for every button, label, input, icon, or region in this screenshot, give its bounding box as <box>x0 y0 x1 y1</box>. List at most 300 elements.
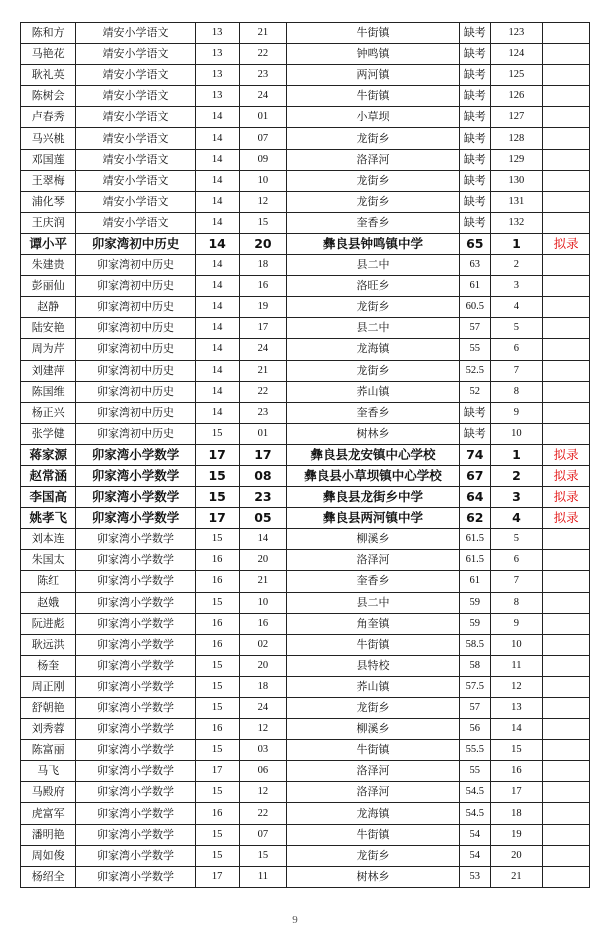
cell-room-number: 16 <box>195 803 239 824</box>
cell-score: 61.5 <box>459 529 490 550</box>
cell-room-number: 15 <box>195 465 239 486</box>
cell-room-number: 14 <box>195 128 239 149</box>
cell-room-number: 15 <box>195 592 239 613</box>
cell-subject: 靖安小学语文 <box>76 191 195 212</box>
cell-score: 58 <box>459 655 490 676</box>
cell-score: 62 <box>459 508 490 529</box>
cell-name: 王庆润 <box>21 212 76 233</box>
cell-school: 县二中 <box>287 318 460 339</box>
cell-rank: 124 <box>490 44 542 65</box>
cell-subject: 卯家湾初中历史 <box>76 276 195 297</box>
table-row <box>21 824 590 845</box>
cell-name: 刘本连 <box>21 529 76 550</box>
cell-score: 53 <box>459 866 490 887</box>
cell-seat-number: 16 <box>239 613 287 634</box>
cell-school: 彝良县小草坝镇中心学校 <box>287 465 460 486</box>
cell-score: 57 <box>459 698 490 719</box>
cell-subject: 卯家湾小学数学 <box>76 719 195 740</box>
table-row <box>21 444 590 465</box>
cell-subject: 卯家湾小学数学 <box>76 592 195 613</box>
cell-subject: 卯家湾小学数学 <box>76 698 195 719</box>
cell-room-number: 15 <box>195 655 239 676</box>
cell-subject: 卯家湾初中历史 <box>76 297 195 318</box>
cell-score: 缺考 <box>459 212 490 233</box>
cell-seat-number: 06 <box>239 761 287 782</box>
cell-school: 彝良县龙安镇中心学校 <box>287 444 460 465</box>
cell-seat-number: 19 <box>239 297 287 318</box>
table-row <box>21 676 590 697</box>
cell-name: 浦化琴 <box>21 191 76 212</box>
table-row <box>21 107 590 128</box>
cell-seat-number: 22 <box>239 381 287 402</box>
table-row <box>21 487 590 508</box>
table-row <box>21 465 590 486</box>
cell-rank: 129 <box>490 149 542 170</box>
cell-school: 角奎镇 <box>287 613 460 634</box>
cell-note <box>543 719 590 740</box>
cell-room-number: 14 <box>195 255 239 276</box>
cell-subject: 卯家湾小学数学 <box>76 613 195 634</box>
cell-note <box>543 255 590 276</box>
cell-school: 奎香乡 <box>287 212 460 233</box>
cell-school: 奎香乡 <box>287 571 460 592</box>
cell-name: 张学健 <box>21 423 76 444</box>
cell-subject: 靖安小学语文 <box>76 86 195 107</box>
cell-room-number: 14 <box>195 170 239 191</box>
cell-school: 龙街乡 <box>287 191 460 212</box>
cell-seat-number: 11 <box>239 866 287 887</box>
cell-score: 59 <box>459 592 490 613</box>
cell-seat-number: 21 <box>239 571 287 592</box>
cell-school: 彝良县龙街乡中学 <box>287 487 460 508</box>
cell-seat-number: 02 <box>239 634 287 655</box>
cell-score: 58.5 <box>459 634 490 655</box>
cell-school: 龙街乡 <box>287 297 460 318</box>
cell-note <box>543 550 590 571</box>
cell-room-number: 14 <box>195 318 239 339</box>
table-row <box>21 423 590 444</box>
cell-school: 县特校 <box>287 655 460 676</box>
cell-room-number: 14 <box>195 339 239 360</box>
cell-school: 牛街镇 <box>287 86 460 107</box>
cell-room-number: 16 <box>195 550 239 571</box>
table-row <box>21 149 590 170</box>
cell-school: 树林乡 <box>287 423 460 444</box>
cell-seat-number: 22 <box>239 803 287 824</box>
cell-score: 缺考 <box>459 149 490 170</box>
cell-rank: 123 <box>490 23 542 44</box>
page-number: 9 <box>292 914 298 926</box>
cell-school: 洛泽河 <box>287 782 460 803</box>
cell-seat-number: 18 <box>239 255 287 276</box>
cell-school: 牛街镇 <box>287 824 460 845</box>
cell-name: 杨奎 <box>21 655 76 676</box>
cell-seat-number: 09 <box>239 149 287 170</box>
cell-note: 拟录 <box>543 508 590 529</box>
table-row <box>21 655 590 676</box>
cell-seat-number: 22 <box>239 44 287 65</box>
table-row <box>21 381 590 402</box>
cell-room-number: 14 <box>195 149 239 170</box>
table-row <box>21 613 590 634</box>
cell-seat-number: 20 <box>239 233 287 254</box>
cell-score: 54.5 <box>459 782 490 803</box>
cell-seat-number: 18 <box>239 676 287 697</box>
cell-score: 54 <box>459 845 490 866</box>
cell-score: 缺考 <box>459 402 490 423</box>
cell-note <box>543 212 590 233</box>
cell-room-number: 14 <box>195 233 239 254</box>
cell-school: 洛泽河 <box>287 761 460 782</box>
table-row <box>21 339 590 360</box>
cell-name: 谭小平 <box>21 233 76 254</box>
table-row <box>21 550 590 571</box>
cell-score: 缺考 <box>459 423 490 444</box>
cell-score: 缺考 <box>459 170 490 191</box>
cell-seat-number: 21 <box>239 23 287 44</box>
cell-seat-number: 23 <box>239 487 287 508</box>
cell-subject: 卯家湾小学数学 <box>76 845 195 866</box>
cell-note <box>543 592 590 613</box>
cell-note <box>543 297 590 318</box>
cell-note <box>543 339 590 360</box>
cell-note <box>543 381 590 402</box>
cell-seat-number: 12 <box>239 719 287 740</box>
cell-rank: 20 <box>490 845 542 866</box>
cell-rank: 3 <box>490 487 542 508</box>
cell-seat-number: 23 <box>239 65 287 86</box>
cell-subject: 卯家湾初中历史 <box>76 381 195 402</box>
cell-rank: 126 <box>490 86 542 107</box>
cell-subject: 靖安小学语文 <box>76 65 195 86</box>
cell-school: 两河镇 <box>287 65 460 86</box>
cell-rank: 7 <box>490 360 542 381</box>
cell-rank: 6 <box>490 339 542 360</box>
cell-subject: 卯家湾小学数学 <box>76 508 195 529</box>
cell-name: 周如俊 <box>21 845 76 866</box>
cell-room-number: 15 <box>195 423 239 444</box>
cell-subject: 卯家湾初中历史 <box>76 360 195 381</box>
cell-room-number: 17 <box>195 444 239 465</box>
cell-note <box>543 149 590 170</box>
table-row <box>21 782 590 803</box>
cell-note <box>543 845 590 866</box>
cell-rank: 9 <box>490 402 542 423</box>
cell-name: 马飞 <box>21 761 76 782</box>
cell-room-number: 16 <box>195 613 239 634</box>
cell-subject: 卯家湾小学数学 <box>76 824 195 845</box>
cell-name: 姚孝飞 <box>21 508 76 529</box>
cell-room-number: 15 <box>195 845 239 866</box>
cell-seat-number: 12 <box>239 191 287 212</box>
cell-seat-number: 07 <box>239 128 287 149</box>
cell-rank: 4 <box>490 297 542 318</box>
cell-school: 钟鸣镇 <box>287 44 460 65</box>
cell-school: 龙海镇 <box>287 803 460 824</box>
cell-room-number: 14 <box>195 276 239 297</box>
cell-note <box>543 191 590 212</box>
cell-school: 县二中 <box>287 255 460 276</box>
cell-school: 牛街镇 <box>287 23 460 44</box>
cell-rank: 127 <box>490 107 542 128</box>
cell-score: 55.5 <box>459 740 490 761</box>
cell-name: 彭丽仙 <box>21 276 76 297</box>
cell-score: 缺考 <box>459 86 490 107</box>
cell-note <box>543 740 590 761</box>
cell-room-number: 16 <box>195 719 239 740</box>
cell-school: 龙街乡 <box>287 128 460 149</box>
cell-rank: 2 <box>490 465 542 486</box>
cell-seat-number: 12 <box>239 782 287 803</box>
cell-room-number: 15 <box>195 487 239 508</box>
table-row <box>21 360 590 381</box>
cell-name: 刘建萍 <box>21 360 76 381</box>
cell-note <box>543 23 590 44</box>
cell-rank: 11 <box>490 655 542 676</box>
cell-name: 陈红 <box>21 571 76 592</box>
table-row <box>21 761 590 782</box>
cell-seat-number: 01 <box>239 107 287 128</box>
cell-note <box>543 676 590 697</box>
cell-rank: 14 <box>490 719 542 740</box>
cell-score: 61 <box>459 571 490 592</box>
cell-school: 柳溪乡 <box>287 529 460 550</box>
cell-name: 杨正兴 <box>21 402 76 423</box>
cell-seat-number: 24 <box>239 698 287 719</box>
cell-score: 61 <box>459 276 490 297</box>
cell-score: 67 <box>459 465 490 486</box>
cell-score: 缺考 <box>459 191 490 212</box>
cell-school: 柳溪乡 <box>287 719 460 740</box>
cell-score: 61.5 <box>459 550 490 571</box>
cell-rank: 10 <box>490 423 542 444</box>
cell-subject: 靖安小学语文 <box>76 107 195 128</box>
table-row <box>21 44 590 65</box>
cell-name: 周正刚 <box>21 676 76 697</box>
table-row <box>21 255 590 276</box>
cell-room-number: 14 <box>195 381 239 402</box>
cell-room-number: 16 <box>195 634 239 655</box>
cell-score: 74 <box>459 444 490 465</box>
cell-school: 县二中 <box>287 592 460 613</box>
cell-school: 洛泽河 <box>287 149 460 170</box>
cell-score: 63 <box>459 255 490 276</box>
cell-note: 拟录 <box>543 444 590 465</box>
cell-score: 55 <box>459 339 490 360</box>
cell-name: 杨绍全 <box>21 866 76 887</box>
cell-room-number: 15 <box>195 676 239 697</box>
table-row <box>21 740 590 761</box>
cell-name: 潘明艳 <box>21 824 76 845</box>
cell-room-number: 13 <box>195 65 239 86</box>
cell-subject: 卯家湾小学数学 <box>76 529 195 550</box>
cell-room-number: 14 <box>195 360 239 381</box>
table-row <box>21 529 590 550</box>
cell-rank: 5 <box>490 318 542 339</box>
cell-note <box>543 360 590 381</box>
table-row <box>21 571 590 592</box>
cell-seat-number: 08 <box>239 465 287 486</box>
cell-note <box>543 803 590 824</box>
cell-room-number: 14 <box>195 402 239 423</box>
cell-room-number: 14 <box>195 212 239 233</box>
cell-subject: 靖安小学语文 <box>76 149 195 170</box>
cell-note <box>543 613 590 634</box>
cell-rank: 3 <box>490 276 542 297</box>
cell-room-number: 15 <box>195 698 239 719</box>
cell-score: 缺考 <box>459 65 490 86</box>
cell-room-number: 13 <box>195 44 239 65</box>
cell-rank: 13 <box>490 698 542 719</box>
cell-name: 耿远洪 <box>21 634 76 655</box>
cell-rank: 17 <box>490 782 542 803</box>
table-row <box>21 128 590 149</box>
cell-score: 52.5 <box>459 360 490 381</box>
cell-note <box>543 655 590 676</box>
cell-subject: 卯家湾小学数学 <box>76 676 195 697</box>
cell-subject: 卯家湾小学数学 <box>76 487 195 508</box>
table-row <box>21 866 590 887</box>
table-row <box>21 276 590 297</box>
cell-name: 虎富军 <box>21 803 76 824</box>
cell-room-number: 15 <box>195 824 239 845</box>
cell-room-number: 17 <box>195 508 239 529</box>
table-row <box>21 402 590 423</box>
cell-rank: 2 <box>490 255 542 276</box>
cell-subject: 卯家湾小学数学 <box>76 550 195 571</box>
cell-note <box>543 634 590 655</box>
cell-note <box>543 86 590 107</box>
table-row <box>21 170 590 191</box>
cell-rank: 12 <box>490 676 542 697</box>
cell-note: 拟录 <box>543 233 590 254</box>
cell-subject: 卯家湾初中历史 <box>76 339 195 360</box>
cell-school: 荞山镇 <box>287 676 460 697</box>
cell-room-number: 14 <box>195 107 239 128</box>
table-row <box>21 698 590 719</box>
cell-name: 蒋家源 <box>21 444 76 465</box>
table-row <box>21 508 590 529</box>
cell-name: 赵娥 <box>21 592 76 613</box>
cell-school: 龙街乡 <box>287 360 460 381</box>
cell-note <box>543 698 590 719</box>
cell-seat-number: 16 <box>239 276 287 297</box>
cell-score: 57 <box>459 318 490 339</box>
cell-score: 54.5 <box>459 803 490 824</box>
cell-subject: 靖安小学语文 <box>76 212 195 233</box>
cell-room-number: 14 <box>195 191 239 212</box>
table-row <box>21 803 590 824</box>
cell-subject: 卯家湾小学数学 <box>76 740 195 761</box>
cell-seat-number: 17 <box>239 318 287 339</box>
cell-rank: 15 <box>490 740 542 761</box>
cell-subject: 卯家湾小学数学 <box>76 803 195 824</box>
cell-school: 彝良县钟鸣镇中学 <box>287 233 460 254</box>
cell-note <box>543 318 590 339</box>
table-row <box>21 719 590 740</box>
cell-subject: 卯家湾小学数学 <box>76 655 195 676</box>
cell-school: 龙海镇 <box>287 339 460 360</box>
cell-subject: 卯家湾小学数学 <box>76 634 195 655</box>
cell-name: 陆安艳 <box>21 318 76 339</box>
results-table <box>20 22 590 888</box>
table-row <box>21 318 590 339</box>
cell-rank: 125 <box>490 65 542 86</box>
cell-rank: 131 <box>490 191 542 212</box>
cell-name: 舒朝艳 <box>21 698 76 719</box>
cell-score: 59 <box>459 613 490 634</box>
cell-school: 荞山镇 <box>287 381 460 402</box>
cell-school: 龙街乡 <box>287 698 460 719</box>
cell-room-number: 15 <box>195 782 239 803</box>
table-row <box>21 297 590 318</box>
cell-rank: 8 <box>490 592 542 613</box>
cell-name: 陈国维 <box>21 381 76 402</box>
cell-name: 赵静 <box>21 297 76 318</box>
cell-score: 52 <box>459 381 490 402</box>
cell-note <box>543 423 590 444</box>
cell-seat-number: 07 <box>239 824 287 845</box>
cell-name: 李国高 <box>21 487 76 508</box>
cell-seat-number: 20 <box>239 655 287 676</box>
cell-rank: 132 <box>490 212 542 233</box>
cell-seat-number: 10 <box>239 592 287 613</box>
cell-school: 树林乡 <box>287 866 460 887</box>
table-row <box>21 592 590 613</box>
cell-rank: 16 <box>490 761 542 782</box>
cell-subject: 靖安小学语文 <box>76 170 195 191</box>
results-table-body <box>21 23 590 888</box>
cell-name: 阮进彪 <box>21 613 76 634</box>
cell-name: 刘秀蓉 <box>21 719 76 740</box>
cell-rank: 130 <box>490 170 542 191</box>
cell-subject: 卯家湾初中历史 <box>76 255 195 276</box>
cell-school: 奎香乡 <box>287 402 460 423</box>
cell-room-number: 13 <box>195 86 239 107</box>
cell-school: 牛街镇 <box>287 634 460 655</box>
cell-school: 洛旺乡 <box>287 276 460 297</box>
cell-score: 64 <box>459 487 490 508</box>
cell-school: 彝良县两河镇中学 <box>287 508 460 529</box>
cell-note <box>543 571 590 592</box>
cell-subject: 卯家湾初中历史 <box>76 318 195 339</box>
cell-subject: 靖安小学语文 <box>76 128 195 149</box>
cell-name: 卢春秀 <box>21 107 76 128</box>
cell-subject: 卯家湾小学数学 <box>76 782 195 803</box>
cell-score: 缺考 <box>459 44 490 65</box>
cell-seat-number: 14 <box>239 529 287 550</box>
cell-note <box>543 276 590 297</box>
table-row <box>21 212 590 233</box>
cell-subject: 卯家湾小学数学 <box>76 761 195 782</box>
cell-note <box>543 782 590 803</box>
cell-note <box>543 402 590 423</box>
cell-subject: 卯家湾小学数学 <box>76 866 195 887</box>
cell-name: 马艳花 <box>21 44 76 65</box>
cell-room-number: 17 <box>195 761 239 782</box>
cell-name: 朱国太 <box>21 550 76 571</box>
cell-score: 缺考 <box>459 128 490 149</box>
cell-school: 洛泽河 <box>287 550 460 571</box>
cell-name: 王翠梅 <box>21 170 76 191</box>
cell-rank: 9 <box>490 613 542 634</box>
cell-note <box>543 824 590 845</box>
cell-name: 陈和方 <box>21 23 76 44</box>
cell-name: 邓国莲 <box>21 149 76 170</box>
cell-seat-number: 05 <box>239 508 287 529</box>
cell-score: 54 <box>459 824 490 845</box>
cell-school: 龙街乡 <box>287 170 460 191</box>
